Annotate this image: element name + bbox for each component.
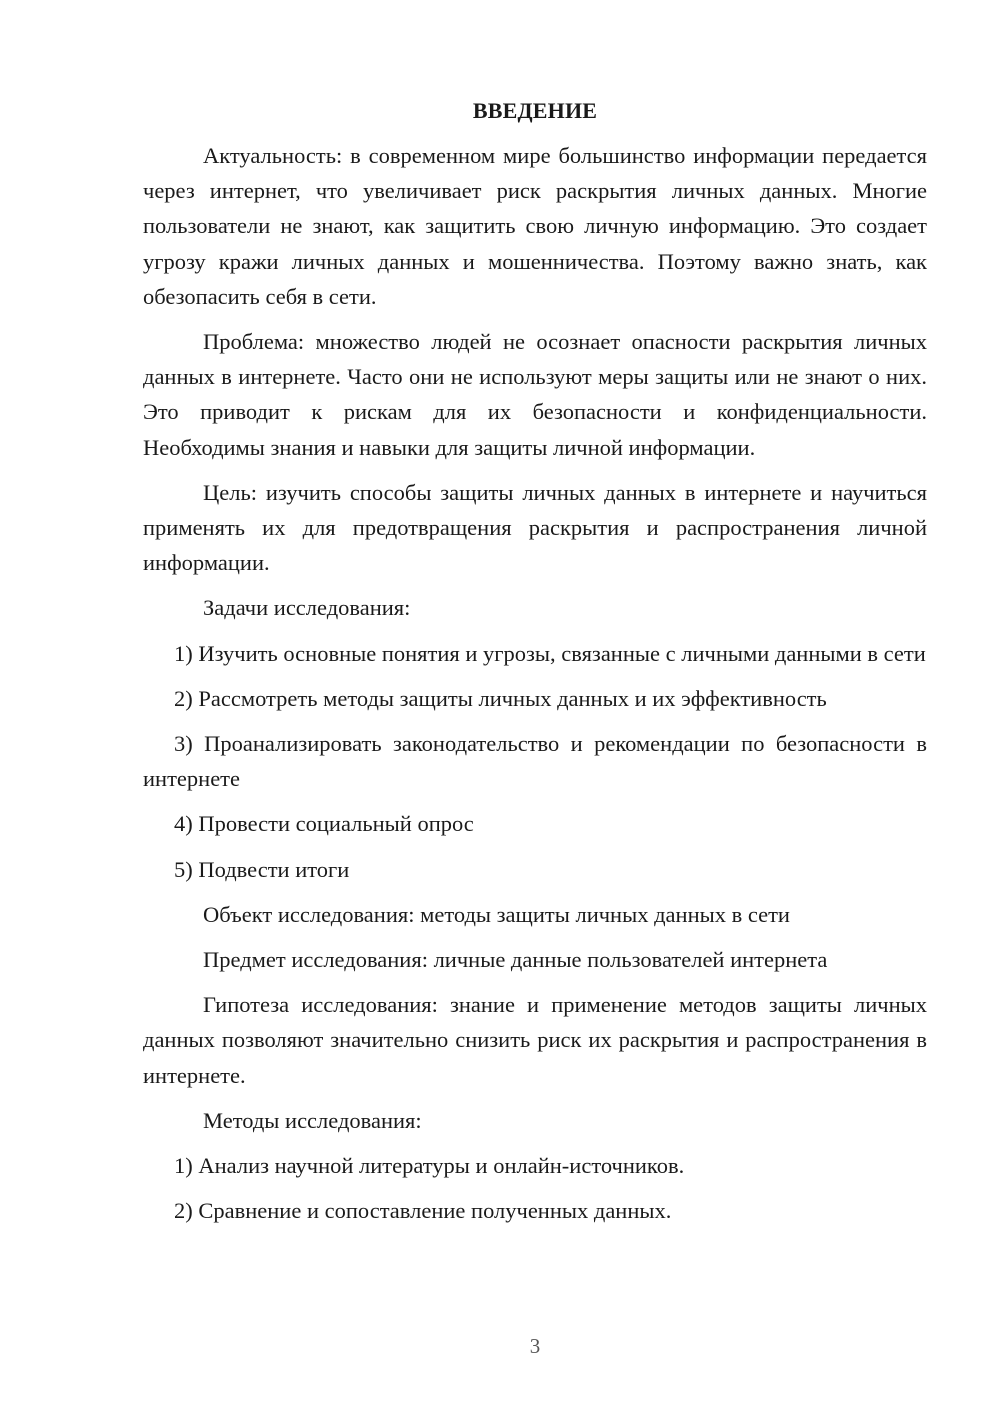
list-item-task-1: 1) Изучить основные понятия и угрозы, связанные с личными данными в сети xyxy=(174,640,926,666)
paragraph-tasks-heading: Задачи исследования: xyxy=(203,595,411,621)
list-item-task-2: 2) Рассмотреть методы защиты личных данных и их эффективность xyxy=(174,685,827,711)
list-item-task-4: 4) Провести социальный опрос xyxy=(174,811,474,837)
paragraph-relevance: Актуальность: в современном мире большинство информации передается через интернет, что увеличивает риск раскрытия личных данных. Многие пользователи не знают, как защитить свою личную информацию. Это создает угрозу кражи личных данных и мошенничества. Поэтому важно знать, как обезопасить себя в сети. xyxy=(143,143,927,309)
list-item-task-5: 5) Подвести итоги xyxy=(174,856,350,882)
page-number: 3 xyxy=(529,1334,541,1358)
paragraph-object: Объект исследования: методы защиты личных данных в сети xyxy=(203,901,790,927)
paragraph-hypothesis: Гипотеза исследования: знание и применение методов защиты личных данных позволяют значительно снизить риск их раскрытия и распространения в интернете. xyxy=(143,992,927,1088)
list-item-method-2: 2) Сравнение и сопоставление полученных данных. xyxy=(174,1198,672,1224)
paragraph-goal: Цель: изучить способы защиты личных данных в интернете и научиться применять их для предотвращения раскрытия и распространения личной информации. xyxy=(143,479,927,576)
page-content xyxy=(143,95,927,1238)
list-item-method-1: 1) Анализ научной литературы и онлайн-источников. xyxy=(174,1153,685,1179)
paragraph-subject: Предмет исследования: личные данные пользователей интернета xyxy=(203,947,828,973)
paragraph-methods-heading: Методы исследования: xyxy=(203,1107,422,1133)
paragraph-problem: Проблема: множество людей не осознает опасности раскрытия личных данных в интернете. Часто они не используют меры защиты или не знают о них. Это приводит к рискам для их безопасности и конфиденциальности. Необходимы знания и навыки для защиты личной информации. xyxy=(143,329,927,460)
section-heading: ВВЕДЕНИЕ xyxy=(472,98,598,123)
list-item-task-3: 3) Проанализировать законодательство и рекомендации по безопасности в интернете xyxy=(143,731,927,792)
